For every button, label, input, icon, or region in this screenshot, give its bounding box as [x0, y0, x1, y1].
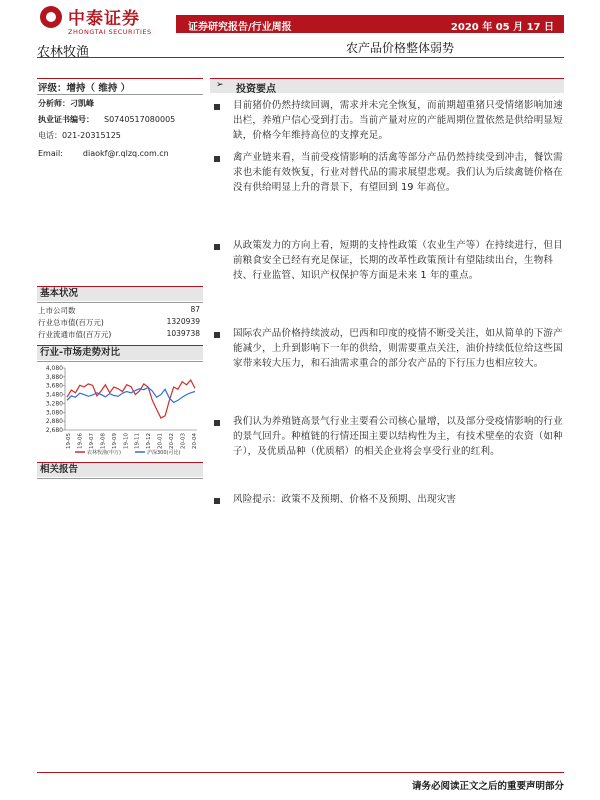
- stat-row: [38, 317, 200, 328]
- analyst-name-row: [38, 98, 94, 109]
- related-reports-title: 相关报告: [37, 463, 203, 477]
- stat-value: 87: [190, 305, 200, 314]
- y-tick-label: 3,880: [45, 373, 63, 381]
- series-line: [67, 388, 195, 403]
- investment-paragraph: 国际农产品价格持续波动，巴西和印度的疫情不断受关注，如从简单的下游产能减少，上升到影响下一年的供给，则需要重点关注，油价持续低位给这些国家带来较大压力，和石油需求重合的部分农产品的下行压力也相应较大。: [233, 328, 563, 369]
- analyst-name: 刁凯峰: [70, 99, 94, 108]
- trend-title: 行业-市场走势对比: [37, 346, 203, 360]
- x-tick-label: 19-09: [111, 433, 118, 449]
- analyst-phone-label: 电话：: [38, 131, 62, 140]
- investment-paragraph: 我们认为养殖链高景气行业主要看公司核心量增，以及部分受疫情影响的行业的景气回升。种植链的行情还围主要以结构性为主，有技术壁垒的农资（如种子），及优质品种（优质稻）的相关企业将会享受行业的红利。: [233, 416, 563, 457]
- stat-label: 行业流通市值(百万元): [38, 330, 112, 339]
- top-divider: [37, 57, 564, 58]
- rating: [38, 80, 130, 94]
- trend-chart: [37, 364, 203, 458]
- y-tick-label: 3,480: [45, 391, 63, 399]
- report-headline: 农产品价格整体弱势: [346, 41, 455, 55]
- x-tick-label: 20-02: [169, 433, 176, 449]
- y-tick-label: 3,680: [45, 382, 63, 390]
- legend-label: 沪深300(可比): [147, 450, 181, 456]
- basic-bottom-rule: [37, 302, 203, 303]
- investment-paragraph: 目前猪价仍然持续回调，需求并未完全恢复，而前期超重猪只受情绪影响加速出栏，养殖户信心受到打击。当前产量对应的产能周期位置依然是供给明显短缺，价格今年维持高位的支撑充足。: [233, 100, 563, 141]
- x-tick-label: 20-04: [192, 433, 198, 449]
- bullet-icon: [214, 244, 220, 250]
- rating-bottom-rule: [37, 94, 203, 95]
- x-tick-label: 19-11: [134, 433, 141, 449]
- stat-value: 1320939: [166, 317, 200, 326]
- bullet-icon: [214, 332, 220, 338]
- investment-title: 投资要点: [236, 84, 276, 95]
- brand-name-en: ZHONGTAI SECURITIES: [68, 28, 152, 36]
- arrow-icon: ➢: [216, 80, 224, 90]
- trend-bottom-rule: [37, 361, 203, 362]
- sector-name: 农林牧渔: [37, 45, 90, 60]
- analyst-email[interactable]: diaokf@r.qlzq.com.cn: [82, 149, 169, 158]
- analyst-phone: 021-20315125: [62, 131, 121, 140]
- x-tick-label: 19-05: [66, 433, 72, 449]
- analyst-email-row: [38, 149, 169, 158]
- x-tick-label: 19-08: [100, 433, 107, 449]
- y-tick-label: 2,680: [45, 427, 63, 434]
- footer-divider: [37, 772, 564, 773]
- logo-mark-icon: [40, 6, 62, 28]
- y-tick-label: 2,880: [45, 418, 63, 426]
- brand-name-cn: 中泰证券: [68, 9, 140, 29]
- legend-label: 农林牧渔(申万): [87, 450, 121, 456]
- x-tick-label: 19-10: [123, 433, 130, 449]
- analyst-email-label: Email:: [38, 149, 63, 158]
- investment-paragraph: 风险提示：政策不及预期、价格不及预期、出现灾害: [233, 494, 457, 505]
- investment-paragraph: 禽产业链来看，当前受疫情影响的活禽等部分产品仍然持续受到冲击，餐饮需求也未能有效恢复，行业对替代品的需求展望悲观。我们认为后续禽链价格在没有供给明显上升的背景下，有望回到 19 年高位。: [233, 152, 563, 193]
- x-tick-label: 19-06: [77, 433, 84, 449]
- investment-header: [210, 79, 564, 93]
- analyst-cert-row: [38, 114, 175, 125]
- report-date: 2020 年 05 月 17 日: [450, 22, 554, 33]
- analyst-name-label: 分析师：: [38, 99, 70, 108]
- related-bottom-rule: [37, 478, 203, 479]
- analyst-cert-label: 执业证书编号：: [38, 115, 94, 124]
- bullet-icon: [214, 420, 220, 426]
- bullet-icon: [214, 498, 220, 504]
- x-tick-label: 20-03: [180, 433, 187, 449]
- analyst-cert: S0740517080005: [104, 115, 176, 124]
- series-line: [67, 380, 195, 418]
- report-type: 证券研究报告/行业周报: [188, 22, 292, 33]
- analyst-phone-row: [38, 130, 121, 141]
- stat-row: [38, 329, 200, 340]
- investment-paragraph: 从政策发力的方向上看，短期的支持性政策（农业生产等）在持续进行，但目前粮食安全已经有充足保证，长期的改革性政策预计有望陆续出台，生物科技、行业监管、知识产权保护等方面是未来 1 年的重点。: [233, 240, 563, 281]
- y-tick-label: 3,080: [45, 409, 63, 417]
- x-tick-label: 20-01: [157, 433, 164, 449]
- stat-value: 1039738: [166, 329, 200, 338]
- y-tick-label: 4,080: [45, 365, 63, 372]
- rating-label: 评级：: [38, 83, 67, 94]
- x-tick-label: 19-07: [88, 433, 95, 449]
- rating-value: 增持（ 维持 ）: [66, 83, 131, 94]
- basic-status-title: 基本状况: [37, 287, 203, 301]
- stat-label: 上市公司数: [38, 306, 76, 315]
- header-bar: [176, 15, 564, 33]
- y-tick-label: 3,280: [45, 400, 63, 408]
- footer-disclaimer: 请务必阅读正文之后的重要声明部分: [411, 781, 564, 792]
- stat-label: 行业总市值(百万元): [38, 318, 104, 327]
- x-tick-label: 19-12: [146, 433, 153, 449]
- bullet-icon: [214, 104, 220, 110]
- stat-row: [38, 305, 200, 316]
- bullet-icon: [214, 156, 220, 162]
- rating-top-rule: [37, 78, 203, 79]
